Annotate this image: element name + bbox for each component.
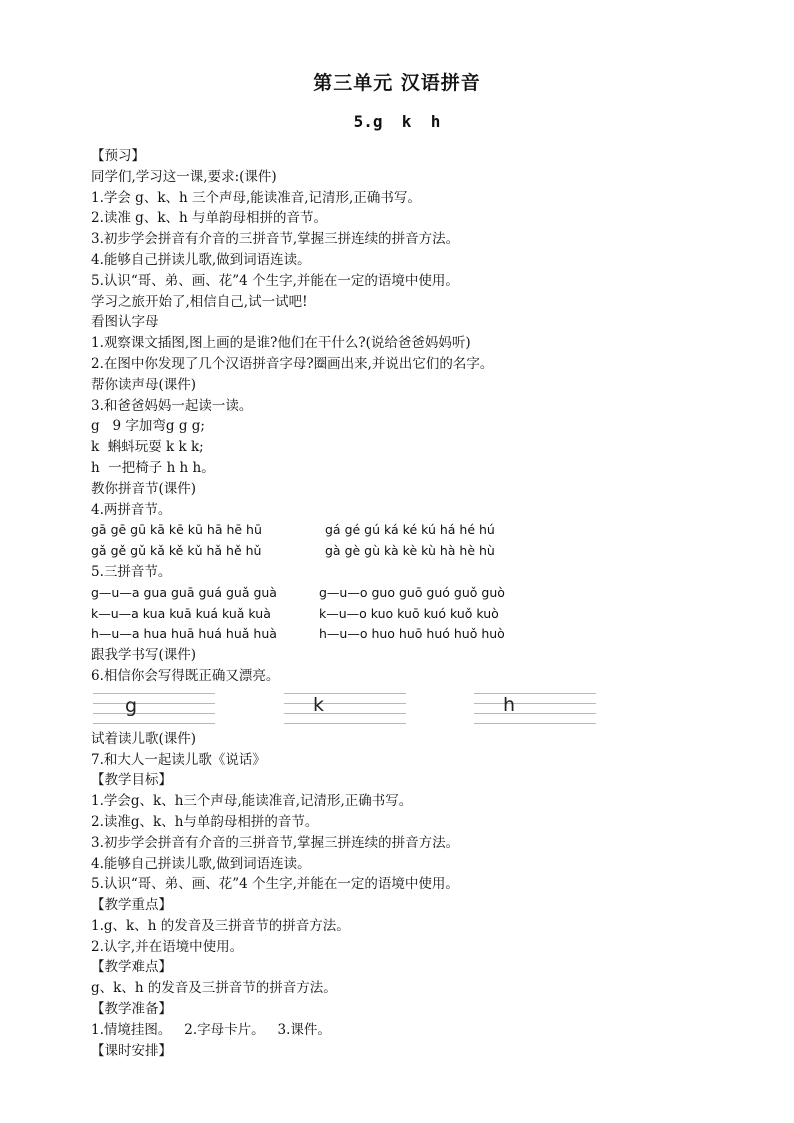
preview-line: 2.在图中你发现了几个汉语拼音字母?圈画出来,并说出它们的名字。 (91, 355, 494, 372)
two-syllable-row (91, 541, 731, 562)
three-syllable-cell: g—u—a gua guā guá guǎ guà (91, 584, 277, 600)
three-syllable-row (91, 624, 731, 645)
two-syllable-row (91, 520, 731, 541)
rhyme-header: 试着读儿歌(课件) (91, 730, 197, 747)
lesson-title: 5.g k h (353, 112, 441, 131)
three-syllable-cell: h—u—o huo huō huó huǒ huò (319, 626, 505, 642)
preview-line: 4.两拼音节。 (91, 501, 172, 518)
section-header-goals: 【教学目标】 (91, 772, 172, 789)
writing-letter: g (125, 694, 138, 717)
three-syllable-cell: g—u—o guo guō guó guǒ guò (319, 584, 505, 600)
three-syllable-row (91, 604, 731, 625)
section-header-difficulty: 【教学难点】 (91, 959, 172, 976)
difficulty-line: g、k、h 的发音及三拼音节的拼音方法。 (91, 980, 337, 997)
preview-line: 3.和爸爸妈妈一起读一读。 (91, 397, 253, 414)
preview-line: 教你拼音节(课件) (91, 480, 197, 497)
preview-line: 4.能够自己拼读儿歌,做到词语连读。 (91, 251, 311, 268)
writing-grid-h (474, 693, 596, 723)
writing-grid-k (284, 693, 406, 723)
preview-line: 1.观察课文插图,图上画的是谁?他们在干什么?(说给爸爸妈妈听) (91, 335, 471, 352)
three-syllable-header: 5.三拼音节。 (91, 563, 172, 580)
preview-line: k 蝌蚪玩耍 k k k; (91, 439, 204, 456)
three-syllable-cell: h—u—a hua huā huá huǎ huà (91, 626, 277, 642)
writing-grid-g (93, 693, 215, 723)
preview-line: 5.认识“哥、弟、画、花”4 个生字,并能在一定的语境中使用。 (91, 272, 459, 289)
goal-line: 1.学会g、k、h三个声母,能读准音,记清形,正确书写。 (91, 793, 413, 810)
prep-line: 1.情境挂图。 2.字母卡片。 3.课件。 (91, 1021, 331, 1038)
preview-line: 3.初步学会拼音有介音的三拼音节,掌握三拼连续的拼音方法。 (91, 231, 460, 248)
two-syllable-cell: gá gé gú ká ké kú há hé hú (325, 522, 495, 538)
section-header-prep: 【教学准备】 (91, 1001, 172, 1018)
writing-letter: k (313, 693, 325, 716)
goal-line: 4.能够自己拼读儿歌,做到词语连读。 (91, 855, 311, 872)
two-syllable-cell: gǎ gě gǔ kǎ kě kǔ hǎ hě hǔ (91, 543, 262, 559)
rhyme-line: 7.和大人一起读儿歌《说话》 (91, 751, 266, 768)
write-instruction: 6.相信你会写得既正确又漂亮。 (91, 667, 280, 684)
writing-grid-row (91, 687, 731, 729)
writing-letter: h (503, 693, 516, 716)
two-syllable-cell: gà gè gù kà kè kù hà hè hù (325, 543, 495, 559)
preview-line: 同学们,学习这一课,要求:(课件) (91, 168, 277, 185)
write-header: 跟我学书写(课件) (91, 647, 197, 664)
preview-line: 学习之旅开始了,相信自己,试一试吧! (91, 293, 308, 310)
three-syllable-row (91, 583, 731, 604)
goal-line: 5.认识“哥、弟、画、花”4 个生字,并能在一定的语境中使用。 (91, 876, 459, 893)
preview-line: h 一把椅子 h h h。 (91, 459, 215, 476)
preview-line: 2.读准 g、k、h 与单韵母相拼的音节。 (91, 210, 327, 227)
goal-line: 2.读准g、k、h与单韵母相拼的音节。 (91, 813, 319, 830)
three-syllable-cell: k—u—a kua kuā kuá kuǎ kuà (91, 605, 271, 621)
two-syllable-cell: gā gē gū kā kē kū hā hē hū (91, 522, 262, 538)
preview-line: 1.学会 g、k、h 三个声母,能读准音,记清形,正确书写。 (91, 189, 421, 206)
document-body (91, 146, 731, 1061)
section-header-key: 【教学重点】 (91, 897, 172, 914)
section-header-preview: 【预习】 (91, 148, 145, 164)
preview-line: 看图认字母 (91, 314, 159, 331)
three-syllable-cell: k—u—o kuo kuō kuó kuǒ kuò (319, 605, 499, 621)
goal-line: 3.初步学会拼音有介音的三拼音节,掌握三拼连续的拼音方法。 (91, 834, 460, 851)
section-header-schedule: 【课时安排】 (91, 1042, 172, 1059)
preview-line: g 9 字加弯g g g; (91, 418, 205, 435)
key-point-line: 2.认字,并在语境中使用。 (91, 938, 244, 955)
unit-title: 第三单元 汉语拼音 (313, 72, 481, 94)
key-point-line: 1.g、k、h 的发音及三拼音节的拼音方法。 (91, 917, 350, 934)
preview-line: 帮你读声母(课件) (91, 376, 197, 393)
